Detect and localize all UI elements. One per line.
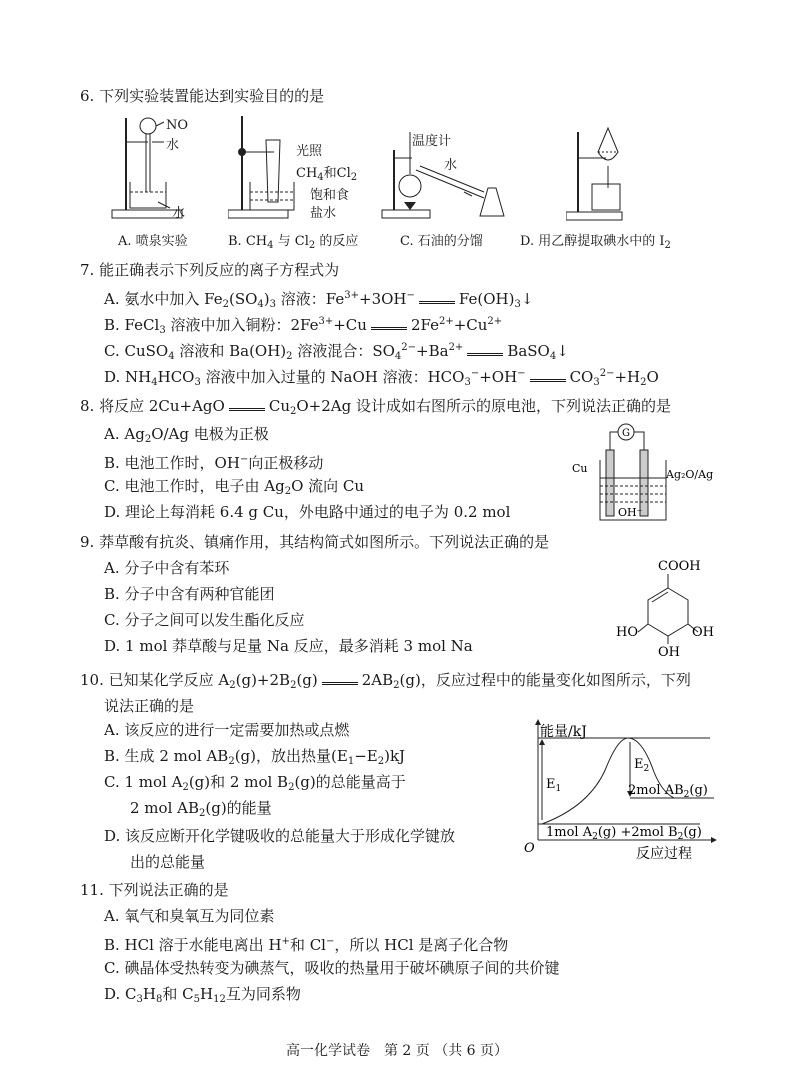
label-thermometer: 温度计 xyxy=(412,134,452,149)
energy-y-label: 能量/kJ xyxy=(540,724,587,740)
q7-option-b[interactable]: B. FeCl$_3$ 溶液中加入铜粉：$2Fe^{3+}+Cu$ $2Fe^{2+}+Cu^{2+}$ xyxy=(104,316,503,336)
energy-diagram xyxy=(518,716,718,866)
q11-option-c[interactable]: C. 碘晶体受热转变为碘蒸气，吸收的热量用于破坏碘原子间的共价键 xyxy=(104,959,560,977)
q11-option-a[interactable]: A. 氧气和臭氧互为同位素 xyxy=(104,907,275,925)
caption-b: B. $CH_4$ 与 $Cl_2$ 的反应 xyxy=(228,234,359,251)
label-salt2: 盐水 xyxy=(310,206,337,221)
q9-stem: 9. 莽草酸有抗炎、镇痛作用，其结构简式如图所示。下列说法正确的是 xyxy=(80,533,550,551)
q9-option-a[interactable]: A. 分子中含有苯环 xyxy=(104,559,230,577)
origin-label: O xyxy=(524,841,535,856)
q10-option-b[interactable]: B. 生成 2 mol $AB_2(g)$，放出热量$(E_1-E_2)kJ$ xyxy=(104,747,406,767)
caption-c: C. 石油的分馏 xyxy=(400,234,483,249)
hydroxide-label: OH⁻ xyxy=(618,506,643,519)
q9-option-d[interactable]: D. 1 mol 莽草酸与足量 Na 反应，最多消耗 3 mol Na xyxy=(104,637,473,655)
q7-option-a[interactable]: A. 氨水中加入 $Fe_2(SO_4)_3$ 溶液：$Fe^{3+}+3OH^-$ $Fe(OH)_3↓$ xyxy=(104,290,534,310)
ag-electrode-label: Ag₂O/Ag xyxy=(666,468,714,481)
q11-option-b[interactable]: B. HCl 溶于水能电离出 H+和 Cl−，所以 HCl 是离子化合物 xyxy=(104,936,509,954)
oh-right-label: OH xyxy=(692,625,714,640)
q8-stem: 8. 将反应 2Cu+AgO $Cu_2O+2Ag$ 设计成如右图所示的原电池，下列说法正确的是 xyxy=(80,397,672,417)
q11-option-d[interactable]: D. $C_3H_8$和 $C_5H_{12}$互为同系物 xyxy=(104,985,301,1005)
q7-stem: 7. 能正确表示下列反应的离子方程式为 xyxy=(80,261,340,279)
label-light: 光照 xyxy=(296,144,323,159)
q10-option-d-cont: 出的总能量 xyxy=(130,853,206,871)
label-no: NO xyxy=(166,118,189,133)
galvanic-cell-figure xyxy=(570,420,720,525)
q7-option-c[interactable]: C. CuSO$_4$ 溶液和 $Ba(OH)_2$ 溶液混合：$SO_4^{2-}+Ba^{2+}$ BaSO$_4$↓ xyxy=(104,342,569,362)
energy-x-label: 反应过程 xyxy=(636,846,692,862)
q6-stem: 6. 下列实验装置能达到实验目的的是 xyxy=(80,87,325,105)
label-salt1: 饱和食 xyxy=(310,188,350,203)
label-water-top: 水 xyxy=(166,138,180,153)
q10-option-a[interactable]: A. 该反应的进行一定需要加热或点燃 xyxy=(104,721,350,739)
separatory-funnel-figure xyxy=(566,122,636,224)
q8-option-d[interactable]: D. 理论上每消耗 6.4 g Cu，外电路中通过的电子为 0.2 mol xyxy=(104,503,511,521)
shikimic-acid-structure xyxy=(610,556,720,658)
q11-stem: 11. 下列说法正确的是 xyxy=(80,881,229,899)
q10-stem-2: 说法正确的是 xyxy=(104,697,195,715)
q10-option-d[interactable]: D. 该反应断开化学键吸收的总能量大于形成化学键放 xyxy=(104,827,456,845)
q8-option-b[interactable]: B. 电池工作时，OH−向正极移动 xyxy=(104,454,324,472)
cooh-label: COOH xyxy=(658,559,701,574)
q7-option-d[interactable]: D. $NH_4HCO_3$ 溶液中加入过量的 NaOH 溶液：$HCO_3^-+OH^-$ $CO_3^{2-}+H_2O$ xyxy=(104,368,659,388)
q9-option-b[interactable]: B. 分子中含有两种官能团 xyxy=(104,585,275,603)
q8-option-a[interactable]: A. $Ag_2O/Ag$ 电极为正极 xyxy=(104,425,269,445)
e2-label: $E_2$ xyxy=(634,757,650,774)
product-label: 2mol $AB_2(g)$ xyxy=(628,783,708,800)
e1-label: $E_1$ xyxy=(546,777,562,794)
caption-d: D. 用乙醇提取碘水中的 $I_2$ xyxy=(520,234,671,251)
galvanometer-label: G xyxy=(622,428,630,439)
cu-electrode-label: Cu xyxy=(572,462,588,475)
q8-option-c[interactable]: C. 电池工作时，电子由 $Ag_2O$ 流向 Cu xyxy=(104,477,365,497)
q10-stem: 10. 已知某化学反应 $A_2(g)+2B_2(g)$ $2AB_2(g)$，反应过程中的能量变化如图所示，下列 xyxy=(80,671,691,691)
ho-label: HO xyxy=(616,625,638,640)
label-gas: $CH_4$和$Cl_2$ xyxy=(296,166,358,183)
q10-option-c-cont: 2 mol $AB_2(g)$的能量 xyxy=(130,799,272,819)
label-water: 水 xyxy=(172,206,186,221)
methane-chlorine-figure xyxy=(228,112,298,224)
oh-bottom-label: OH xyxy=(658,645,680,658)
caption-a: A. 喷泉实验 xyxy=(118,234,188,249)
label-water-c: 水 xyxy=(444,158,458,173)
q9-option-c[interactable]: C. 分子之间可以发生酯化反应 xyxy=(104,611,305,629)
page-footer: 高一化学试卷 第 2 页 （共 6 页） xyxy=(285,1043,509,1059)
q10-option-c[interactable]: C. 1 mol $A_2(g)$和 2 mol $B_2(g)$的总能量高于 xyxy=(104,773,406,793)
reactant-label: 1mol $A_2(g) +2mol$ $B_2(g)$ xyxy=(546,825,702,842)
